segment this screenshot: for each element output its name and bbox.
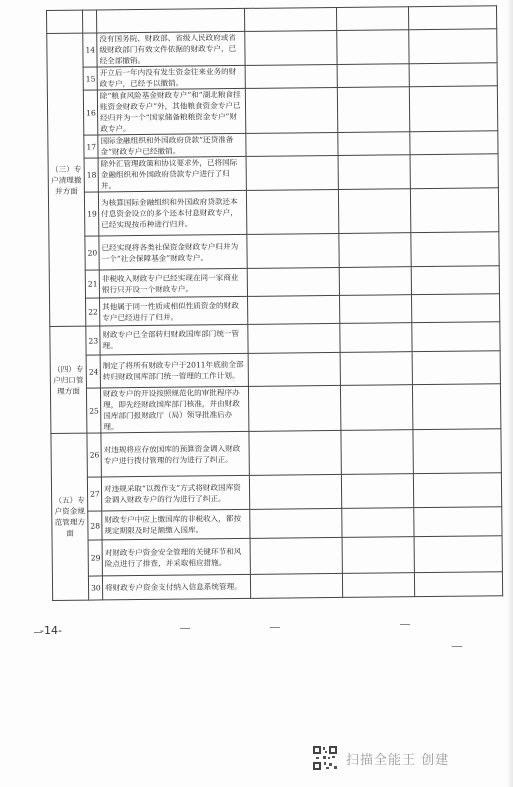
- row-number: 29: [88, 540, 102, 576]
- table-row: [50, 322, 500, 356]
- divider: [452, 646, 462, 647]
- row-number: 30: [88, 576, 102, 600]
- row-content: 对财政专户资金安全管理的关键环节和风险点进行了排查，并采取相应措施。: [102, 538, 250, 576]
- row-content: 国际金融组织和外国政府贷款“还贷准备金”财政专户已经撤销。: [98, 133, 246, 158]
- table-row: [49, 232, 499, 271]
- row-content: 财政专户的开设按照规范化的审批程序办理，即先经财政国库部门核准，并由财政国库部门报财政厅（局）领导批准后办理。: [100, 386, 248, 433]
- table-row: [50, 351, 500, 389]
- row-content: 财政专户中应上缴国库的非税收入，都按规定期限及时足额缴入国库。: [102, 509, 250, 540]
- row-number: 14: [83, 33, 97, 67]
- row-number: 19: [84, 192, 98, 236]
- row-number: 25: [86, 388, 100, 433]
- table-row: [51, 473, 501, 512]
- row-content: 开立后一年内没有发生资金往来业务的财政专户，已经予以撤销。: [97, 65, 245, 90]
- row-number: 17: [84, 135, 98, 158]
- divider: [180, 628, 190, 629]
- qr-code-icon: [312, 745, 338, 771]
- table-row: [48, 154, 498, 193]
- row-content: 为核算国际金融组织和外国政府贷款还本付息资金设立的多个还本付息财政专户，已经实现按币种进行归并。: [98, 190, 246, 236]
- row-number: 21: [85, 270, 99, 298]
- row-content: 对违规采取“以拨作支”方式将财政国库资金调入财政专户的行为进行了纠正。: [101, 475, 249, 511]
- row-number: 26: [87, 433, 101, 477]
- divider: [400, 624, 410, 625]
- row-content: 财政专户已全部转归财政国库部门统一管理。: [100, 324, 248, 355]
- section-category: （五）专户资金规范管理方面: [51, 433, 89, 600]
- row-number: 23: [86, 326, 100, 355]
- scanner-watermark: [312, 745, 449, 771]
- table-row: [48, 188, 498, 237]
- row-content: 将财政专户资金支付纳入信息系统管理。: [102, 574, 250, 600]
- row-number: 15: [83, 67, 97, 90]
- row-content: 对违规将应存放国库的预算资金调入财政专户进行拨付管理的行为进行了纠正。: [101, 431, 249, 477]
- table-row: [52, 572, 502, 601]
- row-content: 非税收入财政专户已经实现在同一家商业银行只开设一个财政专户。: [99, 268, 247, 298]
- section-category: （三）专户清理撤并方面: [47, 33, 86, 326]
- section-category: （四）专户归口管理方面: [50, 326, 87, 433]
- row-number: 18: [84, 158, 98, 192]
- row-number: 20: [85, 236, 99, 270]
- row-number: 27: [87, 477, 101, 511]
- row-content: 已经实现将各类社保资金财政专户归并为一个“社会保障基金”财政专户。: [99, 234, 247, 270]
- table-row: [51, 429, 501, 478]
- row-number: 16: [83, 90, 97, 135]
- row-content: 其他属于同一性质或相似性质资金的财政专户已经进行了归并。: [100, 296, 248, 326]
- inspection-table: [46, 5, 503, 601]
- table-row: [52, 507, 502, 541]
- divider: [270, 627, 280, 628]
- page-number: -14-: [40, 624, 62, 637]
- table-row: [50, 384, 500, 434]
- table-row: [47, 86, 497, 136]
- row-content: 除外汇管理政策和协议要求外，已将国际金融组织和外国政府贷款专户进行了归并。: [98, 156, 246, 192]
- row-content: 没有国务院、财政部、省级人民政府或省级财政部门有效文件依据的财政专户，已经全部撤销。: [97, 31, 245, 67]
- table-row: [52, 536, 502, 577]
- row-content: 除“粮食风险基金财政专户”和“湖北粮食挂账资金财政专户”外，其他粮食资金专户已经归并为一个“国家储备粮粮资金专户”财政专户。: [97, 88, 245, 135]
- table-row: [47, 29, 497, 68]
- row-content: 制定了将所有财政专户于2011年底前全部转归财政国库部门统一管理的工作计划。: [100, 353, 248, 388]
- row-number: 24: [86, 355, 100, 388]
- scanner-watermark-text: 扫描全能王 创建: [346, 752, 450, 768]
- row-number: 28: [88, 511, 102, 540]
- row-number: 22: [86, 298, 100, 326]
